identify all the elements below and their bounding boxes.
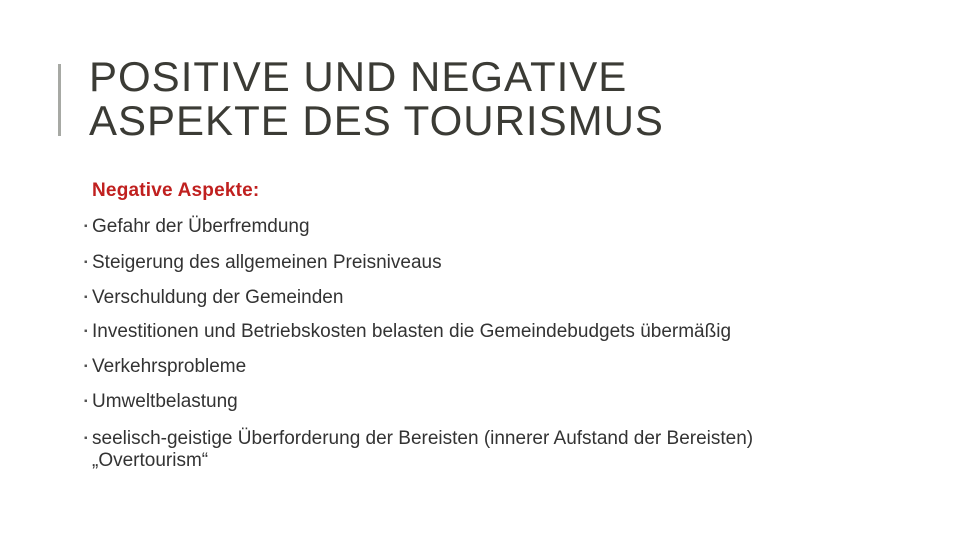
bullet-text: Steigerung des allgemeinen Preisniveaus <box>92 252 442 273</box>
bullet-marker-icon: ▪ <box>84 433 88 444</box>
bullet-item <box>84 287 874 309</box>
bullet-item <box>84 216 874 238</box>
bullet-item <box>84 356 874 378</box>
bullet-marker-icon: ▪ <box>84 361 88 372</box>
bullet-text: Verkehrsprobleme <box>92 356 247 377</box>
bullet-marker-icon: ▪ <box>84 257 88 268</box>
bullet-text: Gefahr der Überfremdung <box>92 216 310 237</box>
bullet-item <box>84 428 874 472</box>
slide-title <box>89 55 929 143</box>
bullet-text: Verschuldung der Gemeinden <box>92 287 344 308</box>
section-subheading: Negative Aspekte: <box>92 180 260 201</box>
bullet-marker-icon: ▪ <box>84 221 88 232</box>
bullet-text: seelisch-geistige Überforderung der Bereisten (innerer Aufstand der Bereisten) „Overtourism“ <box>92 428 754 471</box>
bullet-item <box>84 252 874 274</box>
bullet-text: Umweltbelastung <box>92 391 238 412</box>
title-accent-bar <box>58 64 61 136</box>
bullet-marker-icon: ▪ <box>84 292 88 303</box>
bullet-item <box>84 321 874 343</box>
slide-title-line-2: ASPEKTE DES TOURISMUS <box>89 97 664 144</box>
slide-title-line-1: POSITIVE UND NEGATIVE <box>89 53 628 100</box>
bullet-item <box>84 391 874 413</box>
bullet-marker-icon: ▪ <box>84 326 88 337</box>
bullet-marker-icon: ▪ <box>84 396 88 407</box>
bullet-text: Investitionen und Betriebskosten belasten die Gemeindebudgets übermäßig <box>92 321 732 342</box>
